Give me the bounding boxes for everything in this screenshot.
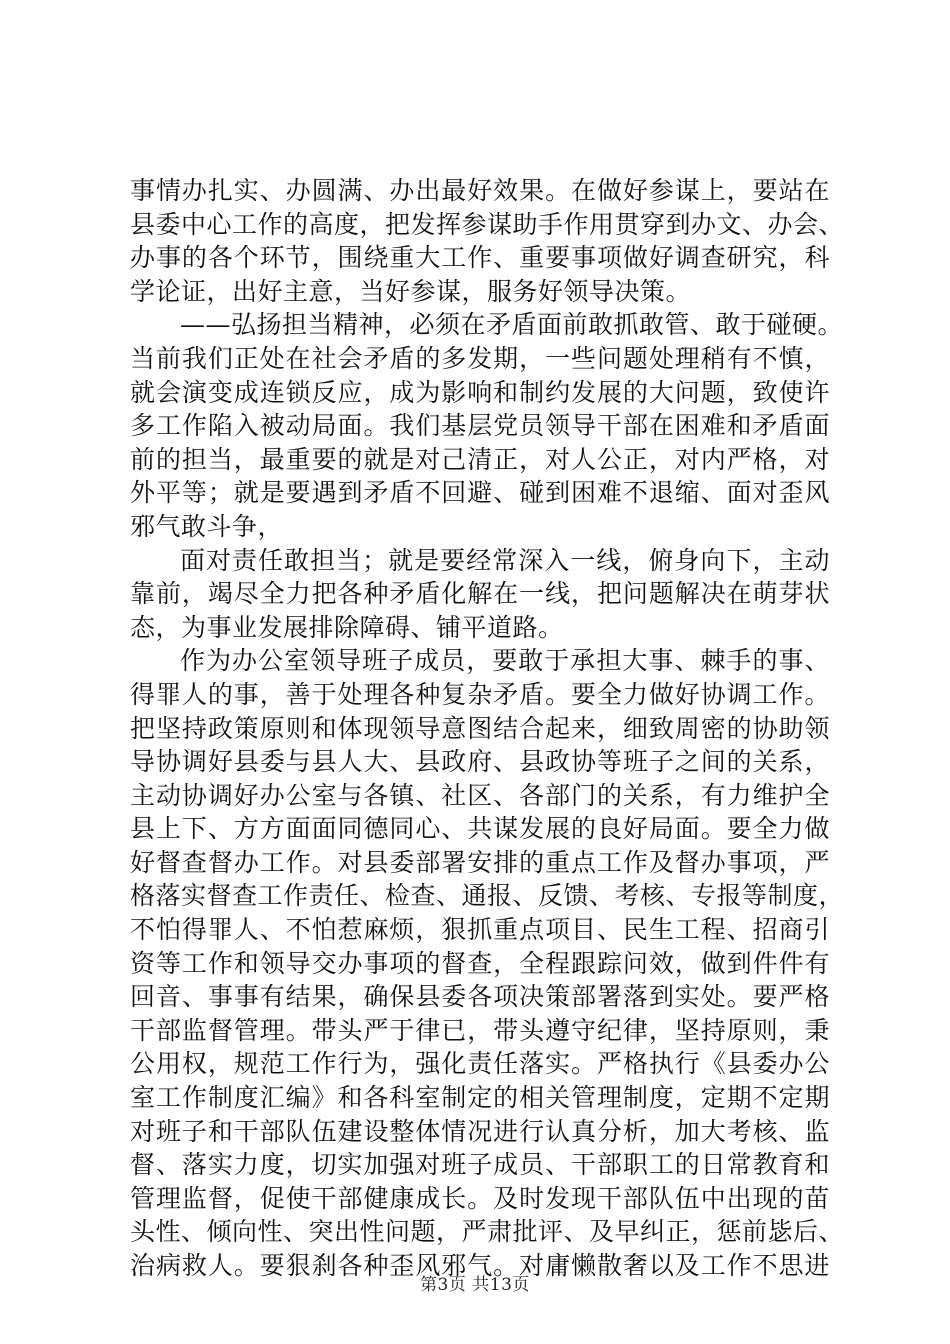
text-line: 学论证，出好主意，当好参谋，服务好领导决策。: [130, 276, 692, 306]
text-line: 管理监督，促使干部健康成长。及时发现干部队伍中出现的苗: [130, 1183, 830, 1213]
text-line: 导协调好县委与县人大、县政府、县政协等班子之间的关系，: [130, 747, 830, 777]
text-line: 当前我们正处在社会矛盾的多发期，一些问题处理稍有不慎，: [130, 343, 830, 373]
text-line: 资等工作和领导交办事项的督查，全程跟踪问效，做到件件有: [130, 948, 830, 978]
text-line: 室工作制度汇编》和各科室制定的相关管理制度，定期不定期: [130, 1083, 830, 1113]
text-line: 对班子和干部队伍建设整体情况进行认真分析，加大考核、监: [130, 1116, 830, 1146]
document-body: [130, 174, 845, 1283]
text-line: 格落实督查工作责任、检查、通报、反馈、考核、专报等制度，: [130, 881, 845, 911]
text-line: 好督查督办工作。对县委部署安排的重点工作及督办事项，严: [130, 847, 830, 877]
text-line: 县上下、方方面面同德同心、共谋发展的良好局面。要全力做: [130, 814, 830, 844]
text-line: 回音、事事有结果，确保县委各项决策部署落到实处。要严格: [130, 982, 830, 1012]
text-line: ——弘扬担当精神，必须在矛盾面前敢抓敢管、敢于碰硬。: [180, 310, 844, 340]
text-line: 公用权，规范工作行为，强化责任落实。严格执行《县委办公: [130, 1049, 830, 1079]
text-line: 靠前，竭尽全力把各种矛盾化解在一线，把问题解决在萌芽状: [130, 579, 830, 609]
page-number-footer: 第3页 共13页: [420, 1275, 530, 1295]
text-line: 不怕得罪人、不怕惹麻烦，狠抓重点项目、民生工程、招商引: [130, 915, 830, 945]
text-line: 事情办扎实、办圆满、办出最好效果。在做好参谋上，要站在: [130, 176, 830, 205]
text-line: 办事的各个环节，围绕重大工作、重要事项做好调查研究，科: [130, 243, 830, 273]
text-line: 前的担当，最重要的就是对己清正，对人公正，对内严格，对: [130, 444, 830, 474]
text-line: 态，为事业发展排除障碍、铺平道路。: [130, 612, 564, 642]
text-line: 督、落实力度，切实加强对班子成员、干部职工的日常教育和: [130, 1150, 830, 1180]
text-line: 就会演变成连锁反应，成为影响和制约发展的大问题，致使许: [130, 377, 830, 407]
text-line: 把坚持政策原则和体现领导意图结合起来，细致周密的协助领: [130, 713, 830, 743]
text-line: 作为办公室领导班子成员，要敢于承担大事、棘手的事、: [180, 646, 830, 676]
text-line: 面对责任敢担当；就是要经常深入一线，俯身向下，主动: [180, 545, 830, 575]
text-line: 治病救人。要狠刹各种歪风邪气。对庸懒散奢以及工作不思进: [130, 1251, 830, 1280]
text-line: 多工作陷入被动局面。我们基层党员领导干部在困难和矛盾面: [130, 411, 830, 441]
text-line: 县委中心工作的高度，把发挥参谋助手作用贯穿到办文、办会、: [130, 209, 845, 239]
text-line: 干部监督管理。带头严于律已，带头遵守纪律，坚持原则，秉: [130, 1015, 830, 1045]
text-line: 外平等；就是要遇到矛盾不回避、碰到困难不退缩、面对歪风: [130, 478, 830, 508]
text-line: 头性、倾向性、突出性问题，严肃批评、及早纠正，惩前毖后、: [130, 1217, 845, 1247]
text-line: 邪气敢斗争，: [130, 511, 284, 541]
text-line: 主动协调好办公室与各镇、社区、各部门的关系，有力维护全: [130, 780, 830, 810]
text-line: 得罪人的事，善于处理各种复杂矛盾。要全力做好协调工作。: [130, 679, 830, 709]
